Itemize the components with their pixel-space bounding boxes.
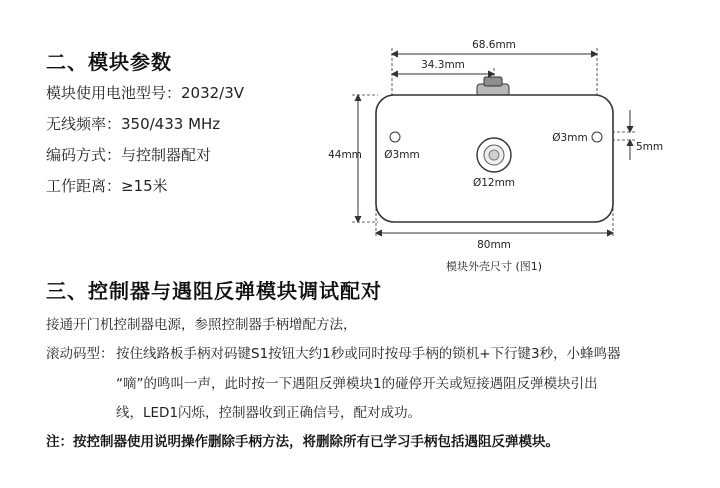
- spec-coding: 编码方式：与控制器配对: [46, 146, 212, 164]
- right-hole: [592, 132, 602, 142]
- rolling-code-line1: 按住线路板手柄对码键S1按钮大约1秒或同时按母手柄的锁机+下行键3秒，小蜂鸣器: [116, 346, 621, 362]
- dim-left-hole: Ø3mm: [384, 149, 420, 161]
- instruction-line1: 接通开门机控制器电源，参照控制器手柄增配方法，: [46, 317, 357, 333]
- rolling-code-line3: 线，LED1闪烁，控制器收到正确信号，配对成功。: [116, 405, 422, 421]
- deletion-note: 注：按控制器使用说明操作删除手柄方法，将删除所有已学习手柄包括遇阻反弹模块。: [46, 434, 559, 450]
- diagram-caption: 模块外壳尺寸 (图1): [445, 260, 543, 273]
- rolling-code-label: 滚动码型：: [46, 346, 114, 362]
- spec-frequency: 无线频率：350/433 MHz: [46, 115, 221, 133]
- section2-title: 二、模块参数: [46, 50, 172, 74]
- spec-battery: 模块使用电池型号：2032/3V: [46, 84, 245, 102]
- dim-body-width: 80mm: [477, 239, 511, 251]
- section3-title: 三、控制器与遇阻反弹模块调试配对: [46, 279, 382, 303]
- spec-distance: 工作距离：≥15米: [46, 177, 168, 195]
- dim-center-hole: Ø12mm: [472, 177, 516, 189]
- dim-right-hole: Ø3mm: [552, 132, 588, 144]
- dim-edge-gap: 5mm: [636, 141, 664, 153]
- left-hole: [390, 132, 400, 142]
- dim-height: 44mm: [328, 149, 362, 161]
- dim-total-width: 68.6mm: [472, 39, 516, 51]
- dim-offset: 34.3mm: [421, 59, 465, 71]
- button-nub: [477, 77, 509, 96]
- rolling-code-line2: “嘀”的鸣叫一声，此时按一下遇阻反弹模块1的碰停开关或短接遇阻反弹模块引出: [116, 376, 598, 392]
